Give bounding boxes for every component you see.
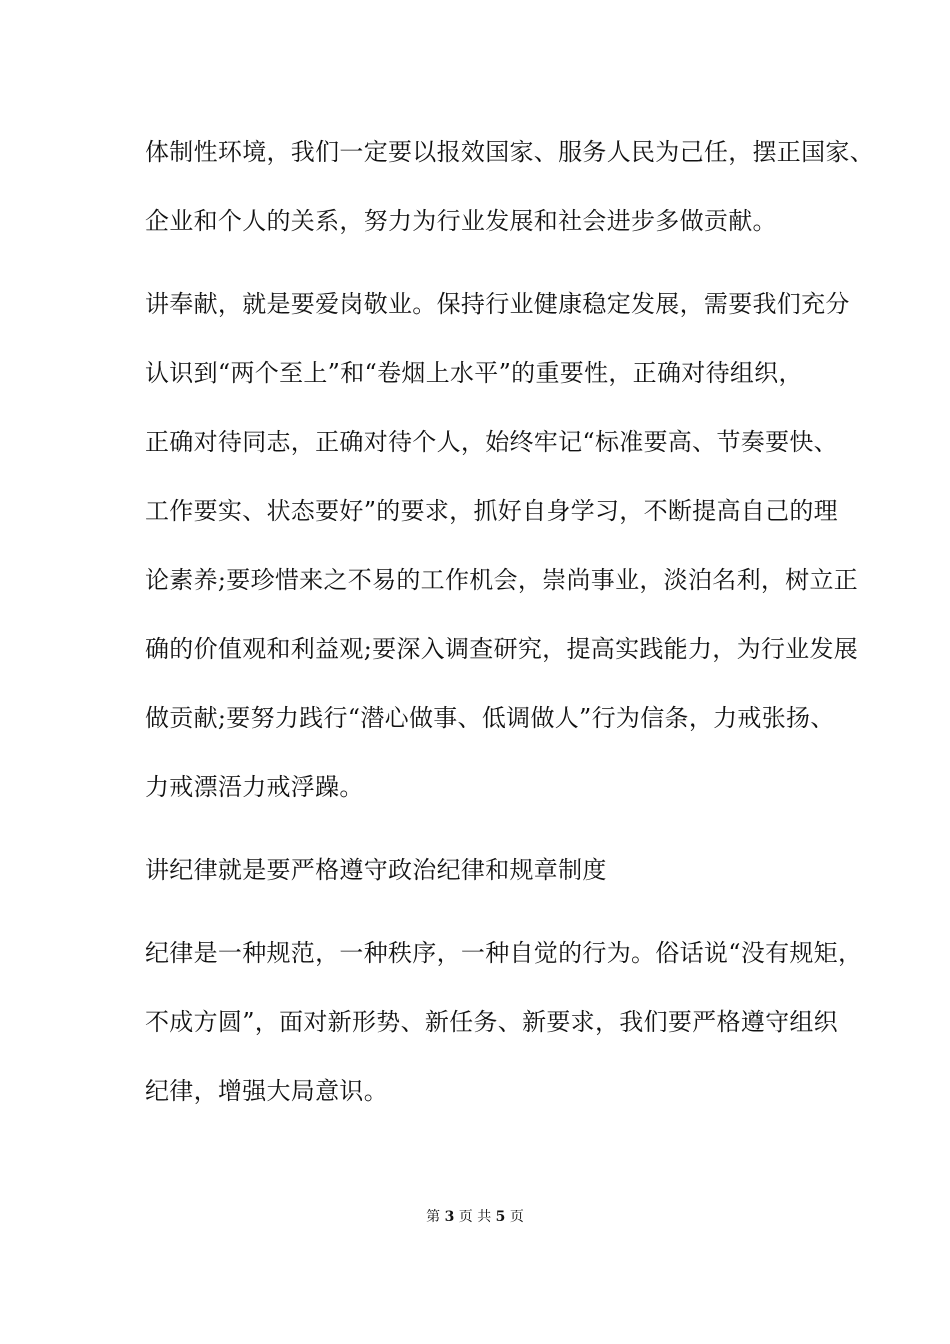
- body-text-line: 讲奉献，就是要爱岗敬业。保持行业健康稳定发展，需要我们充分: [145, 290, 850, 318]
- body-text-line: 不成方圆”，面对新形势、新任务、新要求，我们要严格遵守组织: [145, 1008, 838, 1036]
- footer-middle: 页 共: [458, 1209, 492, 1225]
- current-page-number: 3: [444, 1209, 455, 1225]
- body-text-line: 纪律是一种规范，一种秩序，一种自觉的行为。俗话说“没有规矩，: [145, 939, 863, 967]
- footer-prefix: 第: [426, 1209, 441, 1225]
- body-text-line: 纪律，增强大局意识。: [145, 1077, 388, 1105]
- body-text-line: 认识到“两个至上”和“卷烟上水平”的重要性，正确对待组织，: [145, 359, 803, 387]
- body-text-line: 做贡献;要努力践行“潜心做事、低调做人”行为信条，力戒张扬、: [145, 704, 835, 732]
- total-pages-number: 5: [495, 1209, 506, 1225]
- footer-suffix: 页: [509, 1209, 524, 1225]
- section-heading: 讲纪律就是要严格遵守政治纪律和规章制度: [145, 856, 607, 884]
- body-text-line: 正确对待同志，正确对待个人，始终牢记“标准要高、节奏要快、: [145, 428, 838, 456]
- body-text-line: 论素养;要珍惜来之不易的工作机会，崇尚事业，淡泊名利，树立正: [145, 566, 859, 594]
- body-text-line: 确的价值观和利益观;要深入调查研究，提高实践能力，为行业发展: [145, 635, 859, 663]
- body-text-line: 体制性环境，我们一定要以报效国家、服务人民为己任，摆正国家、: [145, 138, 874, 166]
- page-footer: [0, 1208, 950, 1226]
- body-text-line: 力戒漂浯力戒浮躁。: [145, 773, 364, 801]
- body-text-line: 工作要实、状态要好”的要求，抓好自身学习，不断提高自己的理: [145, 497, 838, 525]
- body-text-line: 企业和个人的关系，努力为行业发展和社会进步多做贡献。: [145, 207, 777, 235]
